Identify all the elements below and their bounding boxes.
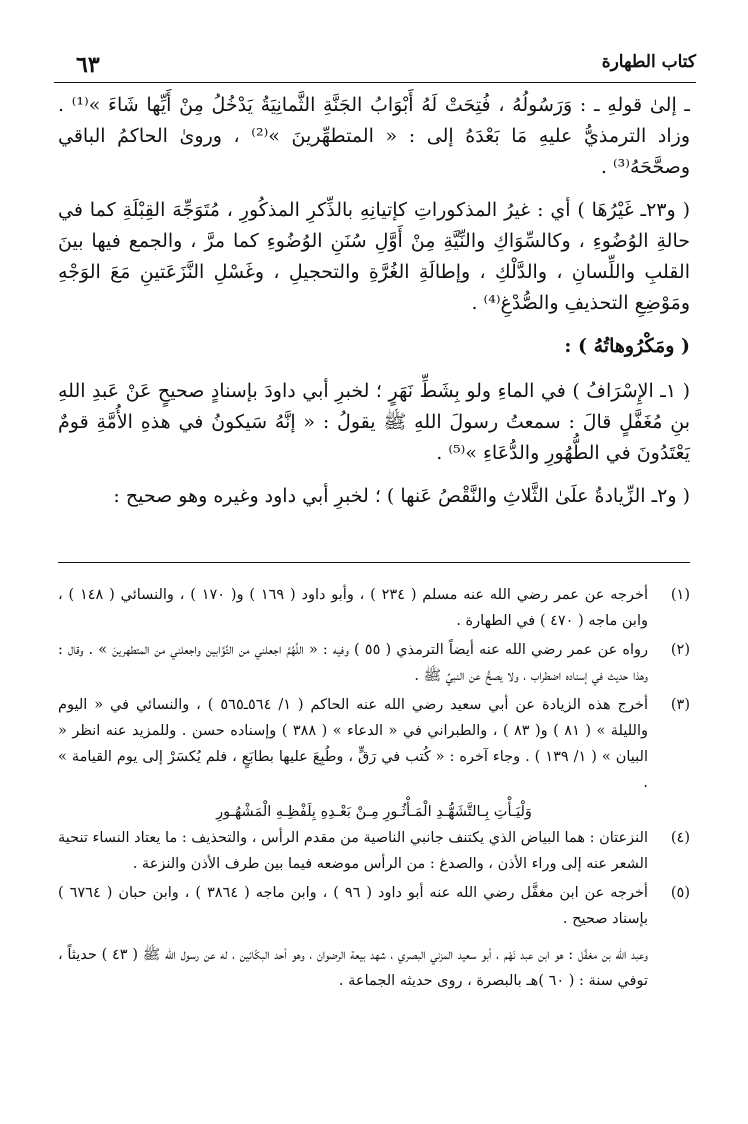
page-header bbox=[54, 50, 696, 83]
running-title: كتاب الطهارة bbox=[601, 52, 696, 72]
footnote-number: (٣) bbox=[670, 697, 690, 713]
footnote-5 bbox=[58, 880, 690, 932]
footnote-text: رواه عن عمر رضي الله عنه أيضاً الترمذي ( ٥٥ ) وفيه : « اللَّهُمَّ اجعلني من التَّوَّابين واجعلني من المتطهرينَ » . وقال : وهذا حديث في إسناده اضطراب ، ولا يصحُّ عن النبيِّ ﷺ . bbox=[58, 642, 648, 684]
footnotes bbox=[58, 582, 690, 994]
biography-note: وعبد الله بن مغفَّل : هو ابن عبد نَهْم ، أبو سعيد المزني البصري ، شهد بيعة الرضوان ، وهو أحد البكّائين ، له عن رسول الله ﷺ ( ٤٣ ) حديثاً ، توفي سنة : ( ٦٠ )هـ بالبصرة ، روى حديثه الجماعة . bbox=[58, 947, 648, 989]
footnote-text: أخرج هذه الزيادة عن أبي سعيد رضي الله عنه الحاكم ( ١/ ٥٦٤ـ٥٦٥ ) ، والنسائي في « اليوم والليلة » ( ٨١ ) و( ٨٣ ) ، والطبراني في « الدعاء » ( ٣٨٨ ) وإسناده حسن . وللمزيد عنه انظر « البيان » ( ١/ ١٣٩ ) . وجاء آخره : « كُتب في رَقٍّ ، وطُبِعَ عليها بطابَعٍ ، فلم يُكسَرْ إلى يوم القيامة » . bbox=[58, 697, 648, 791]
footnote-2 bbox=[58, 637, 690, 689]
paragraph-1: ـ إلىٰ قولهِ ـ : وَرَسُولُهُ ، فُتِحَتْ لَهُ أَبْوَابُ الجَنَّةِ الثَّمانِيَةُ يَدْخُلُ مِنْ أَيِّها شَاءَ »⁽¹⁾ . وزاد الترمذيُّ عليهِ مَا بَعْدَهُ إلى : « المتطهِّرينَ »⁽²⁾ ، ورویٰ الحاكمُ الباقي وصحَّحَهُ⁽³⁾ . bbox=[58, 94, 691, 178]
paragraph-3: ( ١ـ الإِسْرَافُ ) في الماءِ ولو بِشَطِّ نَهَرٍ ؛ لخبرِ أبي داودَ بإسنادٍ صحيحٍ عَنْ عَبدِ اللهِ بنِ مُغَفَّلٍ قالَ : سمعتُ رسولَ اللهِ ﷺ يقولُ : « إنَّهُ سَيكونُ في هذهِ الأُمَّةِ قومٌ يَعْتَدُونَ في الطُّهُورِ والدُّعَاءِ »⁽⁵⁾ . bbox=[58, 380, 690, 464]
footnote-number: (٤) bbox=[670, 830, 690, 846]
footnote-3 bbox=[58, 692, 690, 796]
footnote-number: (١) bbox=[670, 587, 690, 603]
footnote-text: أخرجه عن عمر رضي الله عنه مسلم ( ٢٣٤ ) ، وأبو داود ( ١٦٩ ) و( ١٧٠ ) ، والنسائي ( ١٤٨ ) ، وابن ماجه ( ٤٧٠ ) في الطهارة . bbox=[58, 587, 648, 629]
footnote-text: النزعتان : هما البياض الذي يكتنف جانبي الناصية من مقدم الرأس ، والتحذيف : ما يعتاد النساء تنحية الشعر عنه إلى وراء الأذن ، والصدغ : من الرأس موضعه فيما بين طرف الأذن والنزعة . bbox=[58, 830, 648, 872]
footnote-number: (٢) bbox=[670, 642, 690, 658]
main-text bbox=[58, 90, 690, 524]
footnote-divider bbox=[58, 562, 690, 563]
paragraph-4: ( و٢ـ الزِّيادةُ علَىٰ الثَّلاثِ والنَّقْصُ عَنها ) ؛ لخبرِ أبي داود وغيره وهو صحيح : bbox=[113, 485, 690, 507]
footnote-4 bbox=[58, 825, 690, 877]
verse-line: وَلْيَـأْتِ بِـالتَّشَهُّـدِ الْمَـأْثُـورِ مِـنْ بَعْـدِهِ بِلَفْظِـهِ الْمَشْهُـورِ bbox=[216, 804, 532, 820]
page-number: ٦٣ bbox=[76, 52, 100, 78]
footnote-text: أخرجه عن ابن مغفَّل رضي الله عنه أبو داود ( ٩٦ ) ، وابن ماجه ( ٣٨٦٤ ) ، وابن حبان ( ٦٧٦٤ ) بإسناد صحيح . bbox=[58, 885, 648, 927]
footnote-1 bbox=[58, 582, 690, 634]
paragraph-2: ( و٢٣ـ غَيْرُهَا ) أي : غيرُ المذكوراتِ كإتيانِهِ بالذِّكرِ المذكُورِ ، مُتَوَجِّهَ القِبْلَةِ كما في حالةِ الوُضُوءِ ، وكالسِّوَاكِ والنِّيَّةِ مِنْ أَوَّلِ سُنَنِ الوُضُوءِ كما مرَّ ، والجمع فيها بينَ القلبِ واللِّسانِ ، والدَّلْكِ ، وإطالَةِ الغُرَّةِ والتحجيلِ ، وغَسْلِ النَّزَعَتينِ مَعَ الوَجْهِ ومَوْضِعِ التحذيفِ والصُّدْغِ⁽⁴⁾ . bbox=[58, 199, 690, 314]
footnote-number: (٥) bbox=[670, 885, 690, 901]
section-heading: ( ومَكْرُوهاتُهُ ) : bbox=[564, 335, 690, 357]
